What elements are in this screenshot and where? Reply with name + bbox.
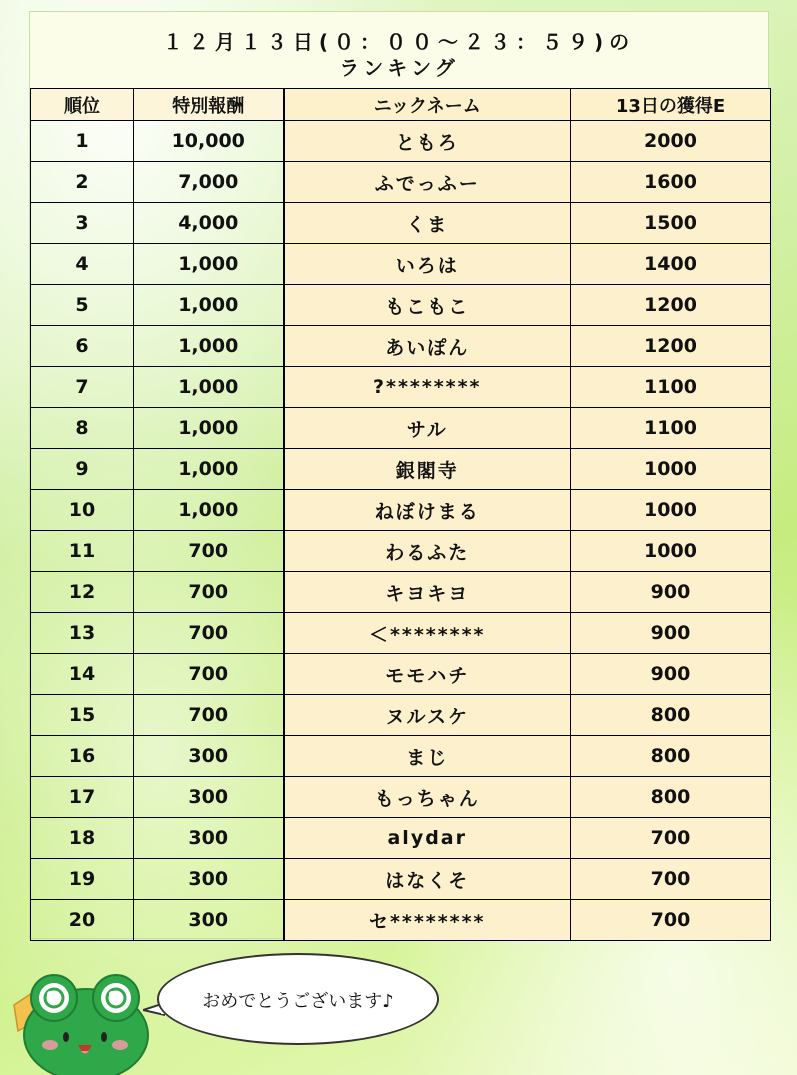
- table-row: [31, 449, 771, 490]
- prize-cell: 300: [134, 859, 284, 900]
- nickname-cell: キヨキヨ: [284, 572, 571, 613]
- rank-cell: 17: [31, 777, 134, 818]
- prize-cell: 1,000: [134, 408, 284, 449]
- points-cell: 1000: [571, 449, 771, 490]
- points-cell: 800: [571, 695, 771, 736]
- table-row: [31, 531, 771, 572]
- rank-cell: 14: [31, 654, 134, 695]
- rank-cell: 8: [31, 408, 134, 449]
- nickname-cell: いろは: [284, 244, 571, 285]
- rank-cell: 3: [31, 203, 134, 244]
- rank-cell: 16: [31, 736, 134, 777]
- points-cell: 1600: [571, 162, 771, 203]
- prize-cell: 1,000: [134, 367, 284, 408]
- table-row: [31, 654, 771, 695]
- rank-cell: 18: [31, 818, 134, 859]
- nickname-cell: ?********: [284, 367, 571, 408]
- points-cell: 1500: [571, 203, 771, 244]
- rank-cell: 5: [31, 285, 134, 326]
- speech-bubble: [157, 953, 439, 1045]
- table-row: [31, 121, 771, 162]
- header-prize: 特別報酬: [134, 89, 284, 121]
- points-cell: 800: [571, 777, 771, 818]
- table-row: [31, 367, 771, 408]
- table-row: [31, 818, 771, 859]
- table-row: [31, 244, 771, 285]
- table-row: [31, 285, 771, 326]
- points-cell: 1400: [571, 244, 771, 285]
- table-row: [31, 859, 771, 900]
- ranking-table-body: [31, 121, 771, 941]
- points-cell: 900: [571, 654, 771, 695]
- rank-cell: 10: [31, 490, 134, 531]
- nickname-cell: あいぽん: [284, 326, 571, 367]
- prize-cell: 700: [134, 654, 284, 695]
- nickname-cell: モモハチ: [284, 654, 571, 695]
- header-nickname: ニックネーム: [284, 89, 571, 121]
- prize-cell: 4,000: [134, 203, 284, 244]
- prize-cell: 700: [134, 613, 284, 654]
- nickname-cell: くま: [284, 203, 571, 244]
- ranking-title-date: １２月１３日(０：００〜２３：５９)の: [162, 30, 636, 54]
- rank-cell: 20: [31, 900, 134, 941]
- table-row: [31, 613, 771, 654]
- table-row: [31, 736, 771, 777]
- prize-cell: 1,000: [134, 285, 284, 326]
- nickname-cell: はなくそ: [284, 859, 571, 900]
- table-row: [31, 777, 771, 818]
- nickname-cell: ＜********: [284, 613, 571, 654]
- points-cell: 900: [571, 572, 771, 613]
- points-cell: 1000: [571, 490, 771, 531]
- prize-cell: 10,000: [134, 121, 284, 162]
- nickname-cell: もこもこ: [284, 285, 571, 326]
- prize-cell: 700: [134, 572, 284, 613]
- congratulations-text: おめでとうございます♪: [202, 991, 394, 1012]
- nickname-cell: ともろ: [284, 121, 571, 162]
- table-row: [31, 572, 771, 613]
- points-cell: 1100: [571, 367, 771, 408]
- points-cell: 1200: [571, 326, 771, 367]
- rank-cell: 15: [31, 695, 134, 736]
- points-cell: 700: [571, 818, 771, 859]
- prize-cell: 1,000: [134, 244, 284, 285]
- table-row: [31, 162, 771, 203]
- points-cell: 700: [571, 859, 771, 900]
- table-row: [31, 408, 771, 449]
- header-points: 13日の獲得E: [571, 89, 771, 121]
- table-row: [31, 695, 771, 736]
- rank-cell: 19: [31, 859, 134, 900]
- ranking-title-label: ランキング: [339, 56, 459, 80]
- nickname-cell: alydar: [284, 818, 571, 859]
- prize-cell: 1,000: [134, 326, 284, 367]
- points-cell: 1100: [571, 408, 771, 449]
- nickname-cell: ヌルスケ: [284, 695, 571, 736]
- nickname-cell: まじ: [284, 736, 571, 777]
- points-cell: 1200: [571, 285, 771, 326]
- rank-cell: 1: [31, 121, 134, 162]
- points-cell: 2000: [571, 121, 771, 162]
- prize-cell: 700: [134, 695, 284, 736]
- prize-cell: 300: [134, 818, 284, 859]
- prize-cell: 300: [134, 900, 284, 941]
- rank-cell: 6: [31, 326, 134, 367]
- points-cell: 700: [571, 900, 771, 941]
- table-header-row: [31, 89, 771, 121]
- nickname-cell: セ********: [284, 900, 571, 941]
- rank-cell: 12: [31, 572, 134, 613]
- ranking-board: [29, 11, 769, 939]
- prize-cell: 1,000: [134, 449, 284, 490]
- ranking-title-box: [30, 12, 768, 88]
- nickname-cell: もっちゃん: [284, 777, 571, 818]
- header-rank: 順位: [31, 89, 134, 121]
- table-row: [31, 900, 771, 941]
- rank-cell: 2: [31, 162, 134, 203]
- nickname-cell: ねぼけまる: [284, 490, 571, 531]
- rank-cell: 13: [31, 613, 134, 654]
- ranking-table: [30, 88, 771, 941]
- prize-cell: 300: [134, 777, 284, 818]
- nickname-cell: サル: [284, 408, 571, 449]
- nickname-cell: わるふた: [284, 531, 571, 572]
- table-row: [31, 326, 771, 367]
- rank-cell: 7: [31, 367, 134, 408]
- prize-cell: 1,000: [134, 490, 284, 531]
- points-cell: 900: [571, 613, 771, 654]
- points-cell: 800: [571, 736, 771, 777]
- table-row: [31, 203, 771, 244]
- rank-cell: 11: [31, 531, 134, 572]
- nickname-cell: 銀閣寺: [284, 449, 571, 490]
- nickname-cell: ふでっふー: [284, 162, 571, 203]
- rank-cell: 4: [31, 244, 134, 285]
- prize-cell: 300: [134, 736, 284, 777]
- frog-mascot-icon: [6, 965, 156, 1075]
- rank-cell: 9: [31, 449, 134, 490]
- points-cell: 1000: [571, 531, 771, 572]
- prize-cell: 700: [134, 531, 284, 572]
- table-row: [31, 490, 771, 531]
- prize-cell: 7,000: [134, 162, 284, 203]
